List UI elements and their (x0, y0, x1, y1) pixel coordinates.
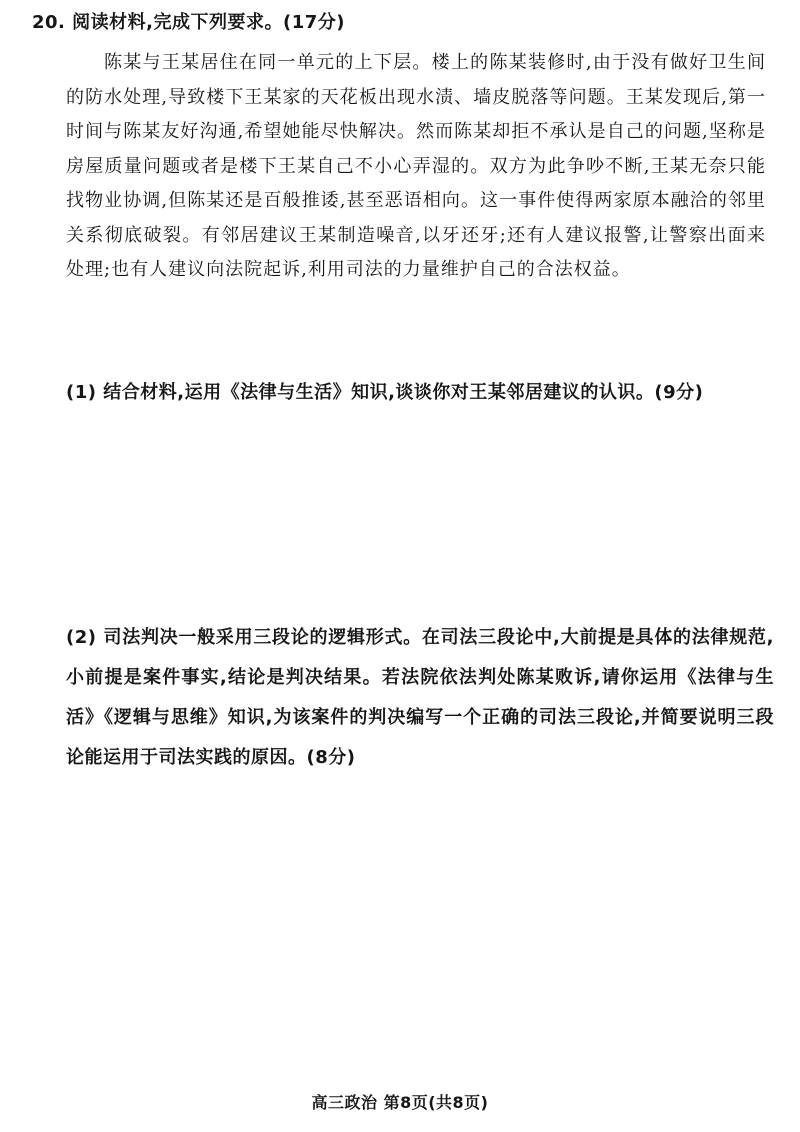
question-header: 20. 阅读材料,完成下列要求。(17分) (32, 12, 345, 33)
answer-space-1 (66, 420, 766, 610)
sub-question-2: (2) 司法判决一般采用三段论的逻辑形式。在司法三段论中,大前提是具体的法律规范,小前提是案件事实,结论是判决结果。若法院依法判处陈某败诉,请你运用《法律与生活》《逻辑与思维》知识,为该案件的判决编写一个正确的司法三段论,并简要说明三段论能运用于司法实践的原因。(8分) (66, 627, 774, 768)
answer-space-2 (66, 790, 766, 1090)
page-footer: 高三政治 第8页(共8页) (311, 1093, 489, 1112)
sub-question-1: (1) 结合材料,运用《法律与生活》知识,谈谈你对王某邻居建议的认识。(9分) (66, 382, 704, 403)
reading-material: 陈某与王某居住在同一单元的上下层。楼上的陈某装修时,由于没有做好卫生间的防水处理,导致楼下王某家的天花板出现水渍、墙皮脱落等问题。王某发现后,第一时间与陈某友好沟通,希望她能尽快解决。然而陈某却拒不承认是自己的问题,坚称是房屋质量问题或者是楼下王某自己不小心弄湿的。双方为此争吵不断,王某无奈只能找物业协调,但陈某还是百般推诿,甚至恶语相向。这一事件使得两家原本融洽的邻里关系彻底破裂。有邻居建议王某制造噪音,以牙还牙;还有人建议报警,让警察出面来处理;也有人建议向法院起诉,利用司法的力量维护自己的合法权益。 (66, 52, 766, 280)
